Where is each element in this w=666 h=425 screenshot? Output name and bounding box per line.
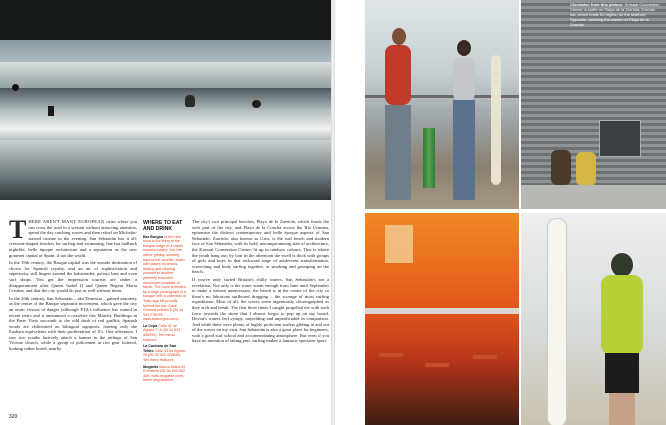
girl-head <box>457 40 471 56</box>
where-to-eat-sidebar <box>143 221 187 385</box>
entry-name: Mugaritz <box>143 364 159 369</box>
photo-zurriola-bar <box>365 213 519 425</box>
building-window <box>599 120 641 157</box>
surfer-figure <box>48 106 54 116</box>
article-column-3 <box>192 219 329 346</box>
photo-kursaal-building <box>521 0 666 209</box>
article-paragraph: In the 19th century, the Basque capital was the seaside destination of choice for Spanish royalty, and an air of sophistication and superiority still lingers around the balustrades, patisso bars and even surf shops. You get the impression tourists are rather a disappointment after Queen Isabel II and Queen Regent Maria Cristina, and that the city would do just as well without them. <box>9 260 137 294</box>
sidebar-entry <box>143 344 187 362</box>
sidebar-entry <box>143 235 187 322</box>
entry-name: La Cepa <box>143 323 158 328</box>
caption-text: Kursaal Convention Centre; a surfer on Playa de la Zurriola; Zurriola bar, which hosts DJ nights; on the seafront; Opposite, catching the waves on Playa de la Zurriola <box>570 2 660 27</box>
entry-name: La Cuchara de San Telmo <box>143 344 177 353</box>
breaking-wave <box>0 88 331 146</box>
surfer-red-jacket <box>385 45 411 105</box>
bar-poster <box>385 225 413 263</box>
caption-lead: Clockwise from this picture: <box>570 2 624 7</box>
surfer-figure <box>185 95 195 107</box>
surfboard <box>547 218 567 425</box>
bar-stool <box>425 363 449 367</box>
page-number: 320 <box>9 414 18 420</box>
pavement <box>521 185 666 209</box>
surfer-legs <box>385 105 411 200</box>
surfboard <box>491 55 501 185</box>
article-paragraph: If you've only surfed Britain's chilly waters, San Sebastián's are a revelation. Not only is the water warm enough from June until September to make a wetsuit unnecessary, the beach is in the centre of the city so there's no laborious surfboard dragging – the scourge of most surfing expeditions. Most of all, the waves seem ingeniously choreographed as they arch and break. The first three times I caught propelled me with such force towards the shore that I almost forgot to pop up on my board. Devon's waters feel syrupy, unyielding and unpredictable in comparison. And while there were plenty of highly proficient surfers gliding in and out of the waves on my visit, San Sebastián is also a great place for beginners, with a good surf school and accommodating atmosphere. But even if you have no intention of taking part, surfing makes a fantastic spectator sport. <box>192 276 329 344</box>
girl-figure <box>453 58 475 100</box>
wave-band <box>0 62 331 90</box>
whitewater <box>0 140 331 200</box>
bar-table <box>365 308 519 314</box>
page-gutter <box>331 0 335 425</box>
girl-jeans <box>453 100 475 200</box>
surfer-head <box>392 28 406 45</box>
entry-text: Aldura Aldea 20, Errenteria (00 34 943 522 455; www.mugaritz.com). Menu degustación. <box>143 364 187 383</box>
photo-caption <box>570 2 662 27</box>
surfer-jacket <box>601 275 643 355</box>
entry-text: In the new town is the tiring at the tianque stage of a rather superior pastry. You feel rather greasy, seeking bars to the counter, laden with plates of pintxos, resting and nibbling yourself to another perfectly executed mushroom omelette or farfall. The room is tended by a huge photograph of a basque with a collection of Tolku age bill proudly behind the bar. Calle General Arteteo 8 (00 34 943 278029; www.barborgoa.com). <box>143 234 187 322</box>
photo-surfers-waves <box>0 0 331 200</box>
bar-stool <box>473 355 497 359</box>
entry-text: Calle 31 de Agosto 7–9 (00 34 943 426394). Ten menu features. <box>143 323 181 342</box>
sidebar-title: WHERE TO EAT AND DRINK <box>143 220 183 232</box>
article-paragraph: The city's two principal beaches, Playa de la Zurriola, which fronts the west part of the city, and Playa de la Concha across the Río Urumea, epitomise the distinct contemporary and belle époque aspects of San Sebastián. Zurriola, also known as Gros, is the surf beach and modern face of San Sebastián, with its bold, uncompromising slab of architecture, the Kursaal Convention Centre, lit up in rainbow colours. This is where the youth hang out; by four in the afternoon the swell is thick with groups of girls and boys in that awkward stage of adolescent transformation, screeching and body surfing together, or smoking and gossiping on the beach. <box>192 219 329 275</box>
surfer-legs <box>609 393 635 425</box>
surfer-figure <box>252 100 261 108</box>
article-paragraph: In the 20th century, San Sebastián – aka Donostia – gained notoriety as the centre of the Basque separatist movement, which gave the city an erotic frisson of danger (although ETA's influence has waned in recent years and it announced a ceasefire this March). Buildings in the Parte Vieja succumb to the odd daub of red graffiti; Spanish words are obliterated on bilingual signposts, leaving only the Euskara equivalents with their proliferation of X's. One afternoon, I saw two youths furtively attach a banner to the railings of San Vicente church, while a group of policemen in riot gear loitered, looking rather bored, nearby. <box>9 295 137 352</box>
photo-surfers-promenade <box>365 0 519 209</box>
entry-text: Calle 31 de Agosto 28 (00 34 943 420840). Ten menu features. <box>143 348 186 363</box>
surfer-shorts <box>605 353 639 393</box>
article-column-1 <box>9 215 137 354</box>
sidebar-entry <box>143 324 187 342</box>
article-paragraph: cities where you can cross the road in a wetsuit without attracting attention, spend the day catching waves and then refuel on Michelin-starred cuisine in the evening. San Sebastián has it all: crescent-shaped beaches for surfing and swimming, late but laidback nightlife, belle époque architecture and a reputation as the new gourmet capital of Spain, if not the world. <box>9 219 137 258</box>
lead-caps: HERE AREN'T MANY EUROPEAN <box>28 219 105 224</box>
seated-people <box>551 150 571 185</box>
drop-cap: T <box>9 215 27 244</box>
seated-people <box>576 152 596 186</box>
entry-name: Bar Borgoa <box>143 234 164 239</box>
bar-stool <box>379 353 403 357</box>
green-bollard <box>423 128 435 188</box>
surfer-figure <box>12 84 19 91</box>
surfer-head <box>611 253 633 277</box>
sidebar-entry <box>143 365 187 383</box>
photo-surfer-waiting <box>521 213 666 425</box>
